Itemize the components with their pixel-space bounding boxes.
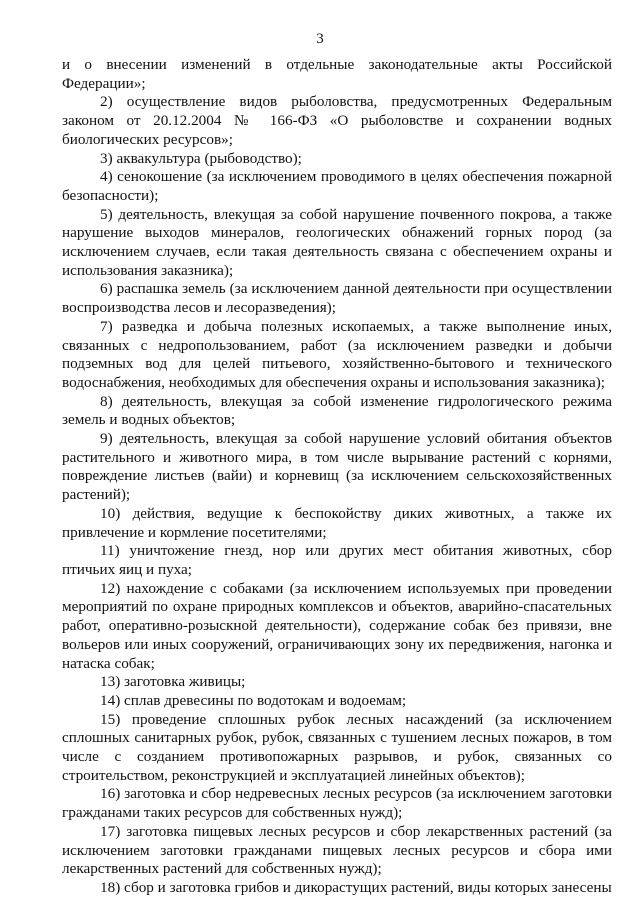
list-item-10: 10) действия, ведущие к беспокойству диких животных, а также их привлечение и кормление посетителями; [62, 504, 612, 541]
document-body [62, 56, 612, 898]
paragraph-continuation: и о внесении изменений в отдельные законодательные акты Российской Федерации»; [62, 56, 612, 92]
list-item-6: 6) распашка земель (за исключением данной деятельности при осуществлении воспроизводства лесов и лесоразведения); [62, 280, 612, 317]
list-item-8: 8) деятельность, влекущая за собой изменение гидрологического режима земель и водных объектов; [62, 392, 612, 429]
list-item-11: 11) уничтожение гнезд, нор или других мест обитания животных, сбор птичьих яиц и пуха; [62, 542, 612, 578]
list-item-13: 13) заготовка живицы; [100, 673, 246, 691]
list-item-3: 3) аквакультура (рыбоводство); [100, 149, 302, 167]
list-item-12: 12) нахождение с собаками (за исключением используемых при проведении мероприятий по охране природных комплексов и объектов, аварийно-спасательных работ, оперативно-розыскной деятельности), содержание собак без привязи, вне вольеров или иных сооружений, ограничивающих зону их передвижения, нагонка и натаска собак; [62, 579, 612, 672]
list-item-17: 17) заготовка пищевых лесных ресурсов и сбор лекарственных растений (за исключением заготовки гражданами пищевых лесных ресурсов и сбора ими лекарственных растений для собственных нужд); [62, 822, 612, 878]
list-item-14: 14) сплав древесины по водотокам и водоемам; [100, 691, 407, 709]
page-number: 3 [316, 31, 324, 47]
list-item-16: 16) заготовка и сбор недревесных лесных ресурсов (за исключением заготовки гражданами таких ресурсов для собственных нужд); [62, 785, 612, 822]
list-item-5: 5) деятельность, влекущая за собой нарушение почвенного покрова, а также нарушение выходов минералов, геологических обнажений горных пород (за исключением случаев, если такая деятельность связана с обеспечением охраны и использования заказника); [62, 205, 612, 279]
list-item-18: 18) сбор и заготовка грибов и дикорастущих растений, виды которых занесены [100, 878, 612, 896]
list-item-2: 2) осуществление видов рыболовства, предусмотренных Федеральным законом от 20.12.2004 № 166-ФЗ «О рыболовстве и сохранении водных биологических ресурсов»; [62, 93, 612, 148]
list-item-7: 7) разведка и добыча полезных ископаемых, а также выполнение иных, связанных с недропользованием, работ (за исключением разведки и добычи подземных вод для целей питьевого, хозяйственно-бытового и технического водоснабжения, необходимых для обеспечения охраны и использования заказника); [62, 317, 612, 391]
list-item-15: 15) проведение сплошных рубок лесных насаждений (за исключением сплошных санитарных рубок, рубок, связанных с тушением лесных пожаров, в том числе с созданием противопожарных разрывов, и рубок, связанных со строительством, реконструкцией и эксплуатацией линейных объектов); [62, 710, 612, 784]
list-item-4: 4) сенокошение (за исключением проводимого в целях обеспечения пожарной безопасности); [62, 168, 612, 204]
list-item-9: 9) деятельность, влекущая за собой нарушение условий обитания объектов растительного и животного мира, в том числе вырывание растений с корнями, повреждение листьев (вайи) и корневищ (за исключением сельскохозяйственных растений); [62, 430, 612, 504]
